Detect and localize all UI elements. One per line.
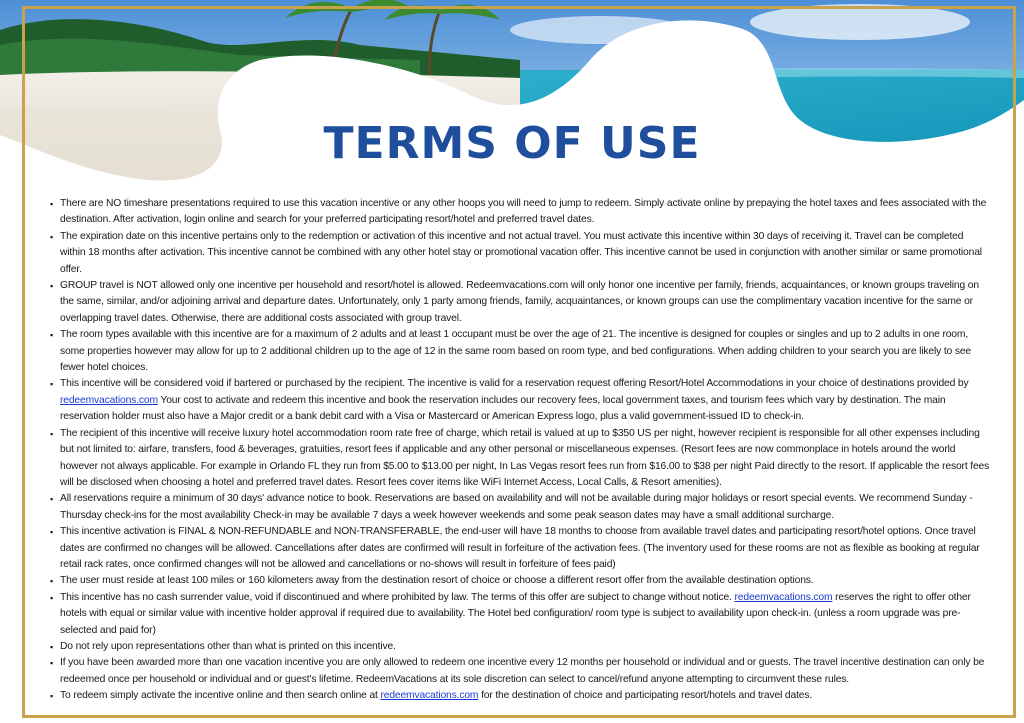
term-text: All reservations require a minimum of 30 days' advance notice to book. Reservations are based on availability and will not be available during major holidays or resort special events. We recommend Sunday - Thursday check-ins for the most availability Check-in may be available 7 days a week however weekends and some peak season dates may have a small additional surcharge. [60,493,973,521]
term-item [50,327,990,376]
term-item [50,524,990,573]
term-text: If you have been awarded more than one vacation incentive you are only allowed to redeem one incentive every 12 months per household or individual and or guests. The travel incentive destination can only be redeemed once per household or individual and or guest's lifetime. RedeemVacations at its sole discretion can select to cancel/refund anyone attempting to circumvent these rules. [60,657,985,685]
redeem-vacations-link[interactable]: redeemvacations.com [734,591,833,603]
term-text: The user must reside at least 100 miles or 160 kilometers away from the destination resort of choice or choose a different resort offer from the available destination options. [60,575,814,587]
terms-list [50,196,990,705]
term-text: This incentive has no cash surrender value, void if discontinued and where prohibited by law. The terms of this offer are subject to change without notice. [60,591,735,603]
term-text: Your cost to activate and redeem this incentive and book the reservation includes our recovery fees, local government taxes, and tourism fees which vary by destination. The main reservation holder must also have a Major credit or a bank debit card with a Visa or Mastercard or American Express logo, plus a valid government-issued ID to check-in. [60,394,946,423]
term-text: There are NO timeshare presentations required to use this vacation incentive or any other hoops you will need to jump to redeem. Simply activate online by prepaying the hotel taxes and fees associated with the destination. After activation, login online and search for your preferred participating resort/hotel and preferred travel dates. [60,198,987,226]
term-text: The expiration date on this incentive pertains only to the redemption or activation of this incentive and not actual travel. You must activate this incentive within 30 days of receiving it. Travel can be completed within 18 months after activation. This incentive cannot be combined with any other hotel stay or promotional vacation offer. This incentive cannot be used in conjunction with another similar or same promotional offer. [60,230,982,275]
term-text: The room types available with this incentive are for a maximum of 2 adults and at least 1 occupant must be over the age of 21. The incentive is designed for couples or singles and up to 2 adults in one room, some properties however may allow for up to 2 additional children up to the age of 12 in the same room based on room type, and bed configurations. When adding children to your search you are likely to see fewer hotel choices. [60,329,971,374]
term-item [50,229,990,278]
term-item [50,573,990,589]
term-text: This incentive activation is FINAL & NON-REFUNDABLE and NON-TRANSFERABLE, the end-user will have 18 months to choose from available travel dates and participating resort/hotel options. Once travel dates are confirmed no changes will be allowed. Cancellations after dates are confirmed will result in forfeiture of the activation fees. (The inventory used for these rooms are not as flexible as booking at regular retail rack rates, once confirmed changes will not be allowed and cancellations or no-shows will result in forfeiture of fees paid) [60,526,980,570]
term-text: The recipient of this incentive will receive luxury hotel accommodation room rate free of charge, which retail is valued at up to $350 US per night, however recipient is responsible for all other expenses including but not limited to: airfare, transfers, food & beverages, gratuities, resort fees if applicable and any other personal or miscellaneous expenses. (Resort fees are now commonplace in hotels around the world however not always applicable. For example in Orlando FL they run from $5.00 to $13.00 per night, In Las Vegas resort fees run from $16.00 to $38 per night Paid directly to the resort. If applicable the resort fees will be disclosed when choosing a hotel and preferred travel dates. Resort fees cover items like WiFi Internet Access, Local Calls, & Resort amenities). [60,427,990,488]
redeem-vacations-link[interactable]: redeemvacations.com [60,394,158,406]
term-text: for the destination of choice and participating resort/hotels and travel dates. [478,690,813,702]
page-title: TERMS OF USE [323,118,701,169]
term-item [50,688,990,704]
term-text: This incentive will be considered void if bartered or purchased by the recipient. The incentive is valid for a reservation request offering Resort/Hotel Accommodations in your choice of destinations provided by [60,378,969,390]
term-text: reserves the right to offer other hotels with equal or similar value with incentive holder approval if required due to availability. The Hotel bed configuration/ room type is subject to availability upon check-in. (unless a room upgrade was pre-selected and paid for) [60,591,971,636]
term-item [50,278,990,327]
term-item [50,196,990,229]
term-item [50,426,990,492]
term-item [50,655,990,688]
term-text: To redeem simply activate the incentive online and then search online at [60,690,381,702]
redeem-vacations-link[interactable]: redeemvacations.com [380,690,479,702]
term-text: Do not rely upon representations other than what is printed on this incentive. [60,640,396,652]
term-text: GROUP travel is NOT allowed only one incentive per household and resort/hotel is allowed. Redeemvacations.com will only honor one incentive per family, friends, acquaintances, or known groups traveling on the same, similar, and/or adjoining arrival and departure dates. Unfortunately, only 1 party among friends, family, acquaintances, or known groups can use the complimentary vacation incentive for the same or overlapping travel dates. Otherwise, there are additional costs associated with group travel. [60,280,979,324]
term-item [50,590,990,639]
term-item [50,491,990,524]
term-item [50,639,990,655]
term-item [50,376,990,425]
